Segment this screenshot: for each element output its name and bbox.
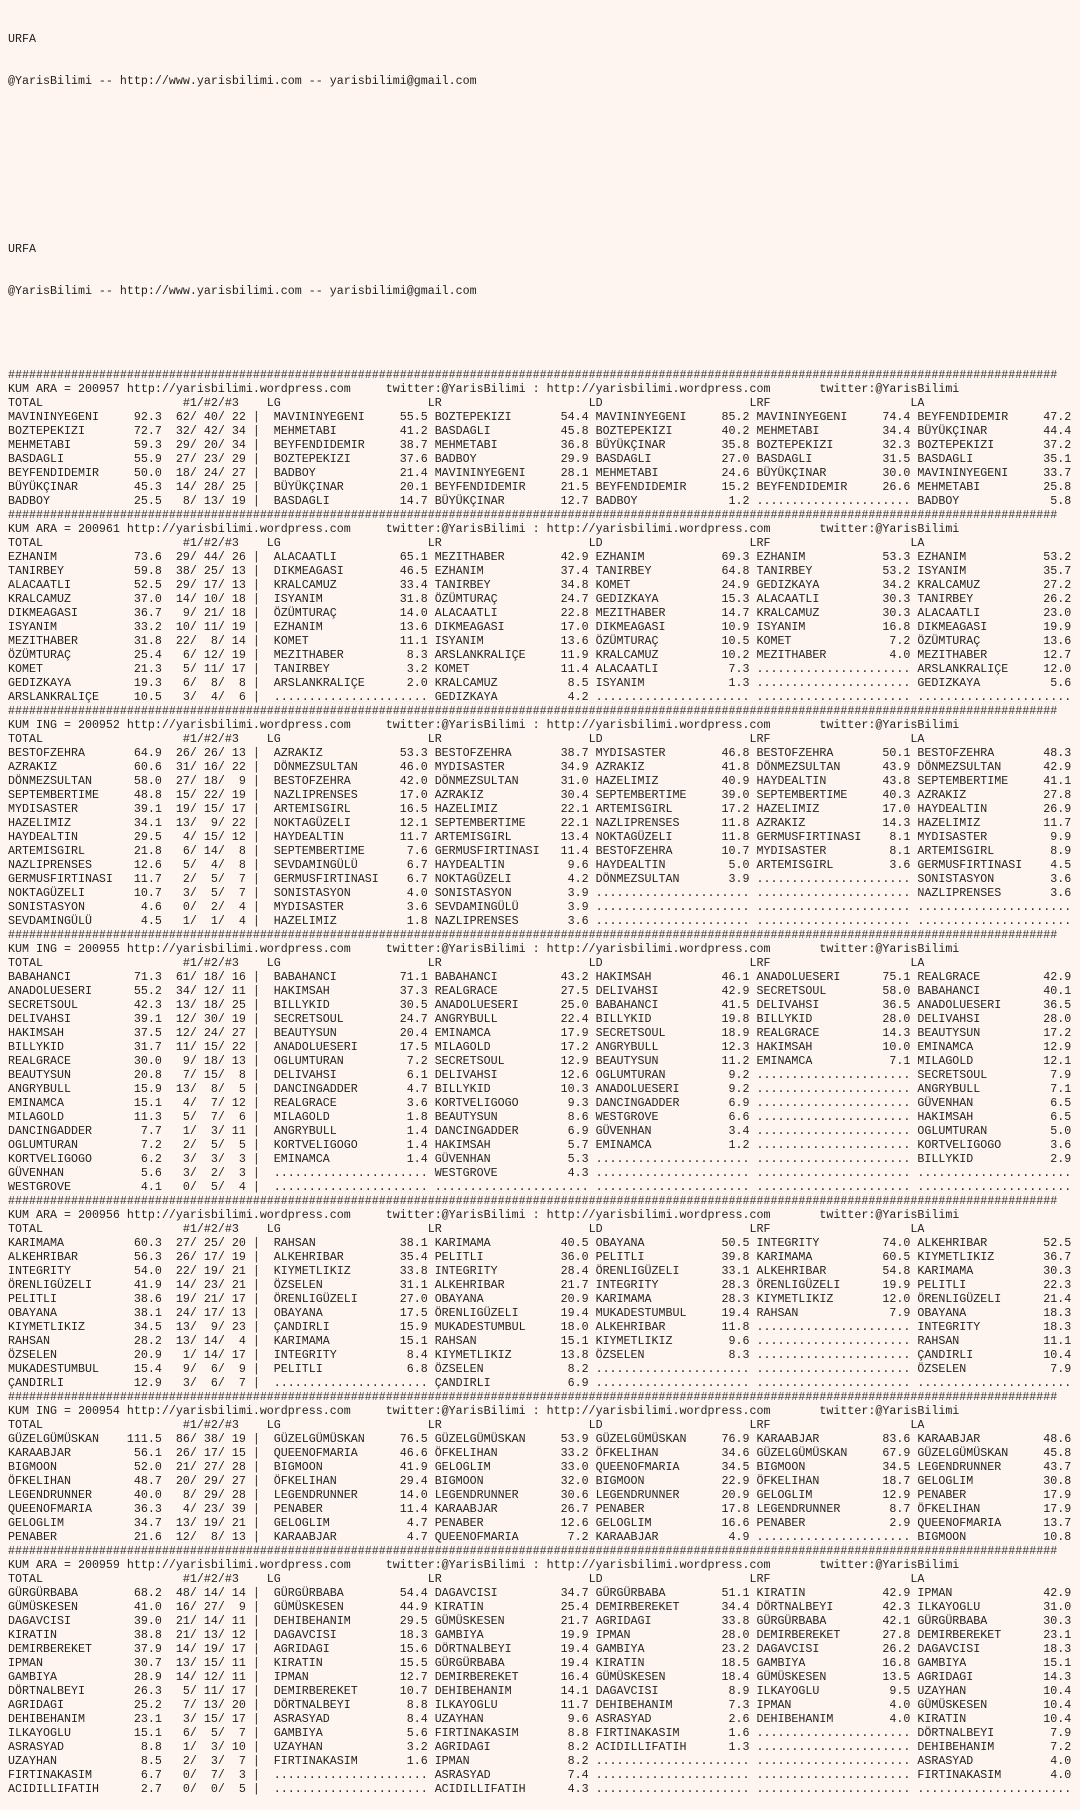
table-row: ANADOLUESERI 55.2 34/ 12/ 11 | HAKIMSAH 37.3 REALGRACE 27.5 DELIVAHSI 42.9 SECRETSOUL 58.0 BABAHANCI 40.1 (8, 984, 1072, 998)
table-row: ISYANIM 33.2 10/ 11/ 19 | EZHANIM 13.6 DIKMEAGASI 17.0 DIKMEAGASI 10.9 ISYANIM 16.8 DIKMEAGASI 19.9 (8, 620, 1072, 634)
table-row: BILLYKID 31.7 11/ 15/ 22 | ANADOLUESERI 17.5 MILAGOLD 17.2 ANGRYBULL 12.3 HAKIMSAH 10.0 EMINAMCA 12.9 (8, 1040, 1072, 1054)
header-contact: @YarisBilimi -- http://www.yarisbilimi.com -- yarisbilimi@gmail.com (8, 74, 477, 88)
table-row: HAYDEALTIN 29.5 4/ 15/ 12 | HAYDEALTIN 11.7 ARTEMISGIRL 13.4 NOKTAGÜZELI 11.8 GERMUSFIRTINASI 8.1 MYDISASTER 9.9 (8, 830, 1072, 844)
race-sections (8, 368, 1080, 1796)
blank-line (8, 200, 1080, 214)
table-row: DEMIRBEREKET 37.9 14/ 19/ 17 | AGRIDAGI 15.6 DÖRTNALBEYI 19.4 GAMBIYA 23.2 DAGAVCISI 26.2 DAGAVCISI 18.3 (8, 1642, 1072, 1656)
column-headers: TOTAL #1/#2/#3 LG LR LD LRF LA (8, 536, 925, 550)
table-row: ALKEHRIBAR 56.3 26/ 17/ 19 | ALKEHRIBAR 35.4 PELITLI 36.0 PELITLI 39.8 KARIMAMA 60.5 KIYMETLIKIZ 36.7 (8, 1250, 1072, 1264)
table-row: GAMBIYA 28.9 14/ 12/ 11 | IPMAN 12.7 DEMIRBEREKET 16.4 GÜMÜSKESEN 18.4 GÜMÜSKESEN 13.5 AGRIDAGI 14.3 (8, 1670, 1072, 1684)
table-row: EZHANIM 73.6 29/ 44/ 26 | ALACAATLI 65.1 MEZITHABER 42.9 EZHANIM 69.3 EZHANIM 53.3 EZHANIM 53.2 (8, 550, 1072, 564)
table-row: EMINAMCA 15.1 4/ 7/ 12 | REALGRACE 3.6 KORTVELIGOGO 9.3 DANCINGADDER 6.9 ...................... GÜVENHAN 6.5 (8, 1096, 1072, 1110)
table-row: DELIVAHSI 39.1 12/ 30/ 19 | SECRETSOUL 24.7 ANGRYBULL 22.4 BILLYKID 19.8 BILLYKID 28.0 DELIVAHSI 28.0 (8, 1012, 1072, 1026)
section-title: KUM ING = 200952 http://yarisbilimi.wordpress.com twitter:@YarisBilimi : http://yarisbilimi.wordpress.com twitter:@YarisBilimi (8, 718, 960, 732)
column-headers: TOTAL #1/#2/#3 LG LR LD LRF LA (8, 1572, 925, 1586)
table-row: ASRASYAD 8.8 1/ 3/ 10 | UZAYHAN 3.2 AGRIDAGI 8.2 ACIDILLIFATIH 1.3 ...................... DEHIBEHANIM 7.2 (8, 1740, 1072, 1754)
table-row: DEHIBEHANIM 23.1 3/ 15/ 17 | ASRASYAD 8.4 UZAYHAN 9.6 ASRASYAD 2.6 DEHIBEHANIM 4.0 KIRATIN 10.4 (8, 1712, 1072, 1726)
section-title: KUM ARA = 200957 http://yarisbilimi.wordpress.com twitter:@YarisBilimi : http://yarisbilimi.wordpress.com twitter:@YarisBilimi (8, 382, 960, 396)
table-row: FIRTINAKASIM 6.7 0/ 7/ 3 | ...................... ASRASYAD 7.4 ...................... ...................... FIRTINAKASIM 4.0 (8, 1768, 1072, 1782)
table-row: ÇANDIRLI 12.9 3/ 6/ 7 | ...................... ÇANDIRLI 6.9 ...................... ...................... ...................... (8, 1376, 1072, 1390)
table-row: OBAYANA 38.1 24/ 17/ 13 | OBAYANA 17.5 ÖRENLIGÜZELI 19.4 MUKADESTUMBUL 19.4 RAHSAN 7.9 OBAYANA 18.3 (8, 1306, 1072, 1320)
table-row: IPMAN 30.7 13/ 15/ 11 | KIRATIN 15.5 GÜRGÜRBABA 19.4 KIRATIN 18.5 GAMBIYA 16.8 GAMBIYA 15.1 (8, 1656, 1072, 1670)
header-contact: @YarisBilimi -- http://www.yarisbilimi.com -- yarisbilimi@gmail.com (8, 284, 477, 298)
table-row: DANCINGADDER 7.7 1/ 3/ 11 | ANGRYBULL 1.4 DANCINGADDER 6.9 GÜVENHAN 3.4 ...................... OGLUMTURAN 5.0 (8, 1124, 1072, 1138)
section-title: KUM ARA = 200956 http://yarisbilimi.wordpress.com twitter:@YarisBilimi : http://yarisbilimi.wordpress.com twitter:@YarisBilimi (8, 1208, 960, 1222)
table-row: GÜRGÜRBABA 68.2 48/ 14/ 14 | GÜRGÜRBABA 54.4 DAGAVCISI 34.7 GÜRGÜRBABA 51.1 KIRATIN 42.9 IPMAN 42.9 (8, 1586, 1072, 1600)
table-row: BEYFENDIDEMIR 50.0 18/ 24/ 27 | BADBOY 21.4 MAVININYEGENI 28.1 MEHMETABI 24.6 BÜYÜKÇINAR 30.0 MAVININYEGENI 33.7 (8, 466, 1072, 480)
table-row: RAHSAN 28.2 13/ 14/ 4 | KARIMAMA 15.1 RAHSAN 15.1 KIYMETLIKIZ 9.6 ...................... RAHSAN 11.1 (8, 1334, 1072, 1348)
table-row: KRALCAMUZ 37.0 14/ 10/ 18 | ISYANIM 31.8 ÖZÜMTURAÇ 24.7 GEDIZKAYA 15.3 ALACAATLI 30.3 TANIRBEY 26.2 (8, 592, 1072, 606)
table-row: GÜMÜSKESEN 41.0 16/ 27/ 9 | GÜMÜSKESEN 44.9 KIRATIN 25.4 DEMIRBEREKET 34.4 DÖRTNALBEYI 42.3 ILKAYOGLU 31.0 (8, 1600, 1072, 1614)
table-row: SEPTEMBERTIME 48.8 15/ 22/ 19 | NAZLIPRENSES 17.0 AZRAKIZ 30.4 SEPTEMBERTIME 39.0 SEPTEMBERTIME 40.3 AZRAKIZ 27.8 (8, 788, 1072, 802)
table-row: WESTGROVE 4.1 0/ 5/ 4 | ...................... ...................... ...................... ...................... ...................... (8, 1180, 1072, 1194)
table-row: DÖNMEZSULTAN 58.0 27/ 18/ 9 | BESTOFZEHRA 42.0 DÖNMEZSULTAN 31.0 HAZELIMIZ 40.9 HAYDEALTIN 43.8 SEPTEMBERTIME 41.1 (8, 774, 1072, 788)
table-row: MILAGOLD 11.3 5/ 7/ 6 | MILAGOLD 1.8 BEAUTYSUN 8.6 WESTGROVE 6.6 ...................... HAKIMSAH 6.5 (8, 1110, 1072, 1124)
table-row: QUEENOFMARIA 36.3 4/ 23/ 39 | PENABER 11.4 KARAABJAR 26.7 PENABER 17.8 LEGENDRUNNER 8.7 ÖFKELIHAN 17.9 (8, 1502, 1072, 1516)
table-row: BEAUTYSUN 20.8 7/ 15/ 8 | DELIVAHSI 6.1 DELIVAHSI 12.6 OGLUMTURAN 9.2 ...................... SECRETSOUL 7.9 (8, 1068, 1072, 1082)
table-row: ÖRENLIGÜZELI 41.9 14/ 23/ 21 | ÖZSELEN 31.1 ALKEHRIBAR 21.7 INTEGRITY 28.3 ÖRENLIGÜZELI 19.9 PELITLI 22.3 (8, 1278, 1072, 1292)
table-row: OGLUMTURAN 7.2 2/ 5/ 5 | KORTVELIGOGO 1.4 HAKIMSAH 5.7 EMINAMCA 1.2 ...................... KORTVELIGOGO 3.6 (8, 1138, 1072, 1152)
table-row: DÖRTNALBEYI 26.3 5/ 11/ 17 | DEMIRBEREKET 10.7 DEHIBEHANIM 14.1 DAGAVCISI 8.9 ILKAYOGLU 9.5 UZAYHAN 10.4 (8, 1684, 1072, 1698)
table-row: ÖFKELIHAN 48.7 20/ 29/ 27 | ÖFKELIHAN 29.4 BIGMOON 32.0 BIGMOON 22.9 ÖFKELIHAN 18.7 GELOGLIM 30.8 (8, 1474, 1072, 1488)
section-separator: ###################################################################################################################################################### (8, 704, 1058, 718)
table-row: GÜVENHAN 5.6 3/ 2/ 3 | ...................... WESTGROVE 4.3 ...................... ...................... ...................... (8, 1166, 1072, 1180)
table-row: ÖZÜMTURAÇ 25.4 6/ 12/ 19 | MEZITHABER 8.3 ARSLANKRALIÇE 11.9 KRALCAMUZ 10.2 MEZITHABER 4.0 MEZITHABER 12.7 (8, 648, 1072, 662)
section-title: KUM ING = 200955 http://yarisbilimi.wordpress.com twitter:@YarisBilimi : http://yarisbilimi.wordpress.com twitter:@YarisBilimi (8, 942, 960, 956)
table-row: NAZLIPRENSES 12.6 5/ 4/ 8 | SEVDAMINGÜLÜ 6.7 HAYDEALTIN 9.6 HAYDEALTIN 5.0 ARTEMISGIRL 3.6 GERMUSFIRTINASI 4.5 (8, 858, 1072, 872)
section-separator: ###################################################################################################################################################### (8, 928, 1058, 942)
column-headers: TOTAL #1/#2/#3 LG LR LD LRF LA (8, 396, 925, 410)
column-headers: TOTAL #1/#2/#3 LG LR LD LRF LA (8, 732, 925, 746)
column-headers: TOTAL #1/#2/#3 LG LR LD LRF LA (8, 956, 925, 970)
table-row: DIKMEAGASI 36.7 9/ 21/ 18 | ÖZÜMTURAÇ 14.0 ALACAATLI 22.8 MEZITHABER 14.7 KRALCAMUZ 30.3 ALACAATLI 23.0 (8, 606, 1072, 620)
table-row: SEVDAMINGÜLÜ 4.5 1/ 1/ 4 | HAZELIMIZ 1.8 NAZLIPRENSES 3.6 ...................... ...................... ...................... (8, 914, 1072, 928)
table-row: ACIDILLIFATIH 2.7 0/ 0/ 5 | ...................... ACIDILLIFATIH 4.3 ...................... ...................... ...................... (8, 1782, 1072, 1796)
table-row: TANIRBEY 59.8 38/ 25/ 13 | DIKMEAGASI 46.5 EZHANIM 37.4 TANIRBEY 64.8 TANIRBEY 53.2 ISYANIM 35.7 (8, 564, 1072, 578)
column-headers: TOTAL #1/#2/#3 LG LR LD LRF LA (8, 1418, 925, 1432)
table-row: GERMUSFIRTINASI 11.7 2/ 5/ 7 | GERMUSFIRTINASI 6.7 NOKTAGÜZELI 4.2 DÖNMEZSULTAN 3.9 ...................... SONISTASYON 3.6 (8, 872, 1072, 886)
section-separator: ###################################################################################################################################################### (8, 1544, 1058, 1558)
table-row: PELITLI 38.6 19/ 21/ 17 | ÖRENLIGÜZELI 27.0 OBAYANA 20.9 KARIMAMA 28.3 KIYMETLIKIZ 12.0 ÖRENLIGÜZELI 21.4 (8, 1292, 1072, 1306)
table-row: BASDAGLI 55.9 27/ 23/ 29 | BOZTEPEKIZI 37.6 BADBOY 29.9 BASDAGLI 27.0 BASDAGLI 31.5 BASDAGLI 35.1 (8, 452, 1072, 466)
table-row: MUKADESTUMBUL 15.4 9/ 6/ 9 | PELITLI 6.8 ÖZSELEN 8.2 ...................... ...................... ÖZSELEN 7.9 (8, 1362, 1072, 1376)
section-title: KUM ARA = 200959 http://yarisbilimi.wordpress.com twitter:@YarisBilimi : http://yarisbilimi.wordpress.com twitter:@YarisBilimi (8, 1558, 960, 1572)
table-row: HAZELIMIZ 34.1 13/ 9/ 22 | NOKTAGÜZELI 12.1 SEPTEMBERTIME 22.1 NAZLIPRENSES 11.8 AZRAKIZ 14.3 HAZELIMIZ 11.7 (8, 816, 1072, 830)
table-row: GEDIZKAYA 19.3 6/ 8/ 8 | ARSLANKRALIÇE 2.0 KRALCAMUZ 8.5 ISYANIM 1.3 ...................... GEDIZKAYA 5.6 (8, 676, 1072, 690)
table-row: KIRATIN 38.8 21/ 13/ 12 | DAGAVCISI 18.3 GAMBIYA 19.9 IPMAN 28.0 DEMIRBEREKET 27.8 DEMIRBEREKET 23.1 (8, 1628, 1072, 1642)
table-row: REALGRACE 30.0 9/ 18/ 13 | OGLUMTURAN 7.2 SECRETSOUL 12.9 BEAUTYSUN 11.2 EMINAMCA 7.1 MILAGOLD 12.1 (8, 1054, 1072, 1068)
table-row: KIYMETLIKIZ 34.5 13/ 9/ 23 | ÇANDIRLI 15.9 MUKADESTUMBUL 18.0 ALKEHRIBAR 11.8 ...................... INTEGRITY 18.3 (8, 1320, 1072, 1334)
table-row: LEGENDRUNNER 40.0 8/ 29/ 28 | LEGENDRUNNER 14.0 LEGENDRUNNER 30.6 LEGENDRUNNER 20.9 GELOGLIM 12.9 PENABER 17.9 (8, 1488, 1072, 1502)
table-row: AZRAKIZ 60.6 31/ 16/ 22 | DÖNMEZSULTAN 46.0 MYDISASTER 34.9 AZRAKIZ 41.8 DÖNMEZSULTAN 43.9 DÖNMEZSULTAN 42.9 (8, 760, 1072, 774)
column-headers: TOTAL #1/#2/#3 LG LR LD LRF LA (8, 1222, 925, 1236)
header-title: URFA (8, 32, 36, 46)
table-row: ARTEMISGIRL 21.8 6/ 14/ 8 | SEPTEMBERTIME 7.6 GERMUSFIRTINASI 11.4 BESTOFZEHRA 10.7 MYDISASTER 8.1 ARTEMISGIRL 8.9 (8, 844, 1072, 858)
table-row: KORTVELIGOGO 6.2 3/ 3/ 3 | EMINAMCA 1.4 GÜVENHAN 5.3 ...................... ...................... BILLYKID 2.9 (8, 1152, 1072, 1166)
table-row: ALACAATLI 52.5 29/ 17/ 13 | KRALCAMUZ 33.4 TANIRBEY 34.8 KOMET 24.9 GEDIZKAYA 34.2 KRALCAMUZ 27.2 (8, 578, 1072, 592)
section-separator: ###################################################################################################################################################### (8, 368, 1058, 382)
header-title: URFA (8, 242, 36, 256)
table-row: ARSLANKRALIÇE 10.5 3/ 4/ 6 | ...................... GEDIZKAYA 4.2 ...................... ...................... ...................... (8, 690, 1072, 704)
table-row: HAKIMSAH 37.5 12/ 24/ 27 | BEAUTYSUN 20.4 EMINAMCA 17.9 SECRETSOUL 18.9 REALGRACE 14.3 BEAUTYSUN 17.2 (8, 1026, 1072, 1040)
table-row: KARIMAMA 60.3 27/ 25/ 20 | RAHSAN 38.1 KARIMAMA 40.5 OBAYANA 50.5 INTEGRITY 74.0 ALKEHRIBAR 52.5 (8, 1236, 1072, 1250)
table-row: BOZTEPEKIZI 72.7 32/ 42/ 34 | MEHMETABI 41.2 BASDAGLI 45.8 BOZTEPEKIZI 40.2 MEHMETABI 34.4 BÜYÜKÇINAR 44.4 (8, 424, 1072, 438)
table-row: GELOGLIM 34.7 13/ 19/ 21 | GELOGLIM 4.7 PENABER 12.6 GELOGLIM 16.6 PENABER 2.9 QUEENOFMARIA 13.7 (8, 1516, 1072, 1530)
table-row: MEHMETABI 59.3 29/ 20/ 34 | BEYFENDIDEMIR 38.7 MEHMETABI 36.8 BÜYÜKÇINAR 35.8 BOZTEPEKIZI 32.3 BOZTEPEKIZI 37.2 (8, 438, 1072, 452)
table-row: BESTOFZEHRA 64.9 26/ 26/ 13 | AZRAKIZ 53.3 BESTOFZEHRA 38.7 MYDISASTER 46.8 BESTOFZEHRA 50.1 BESTOFZEHRA 48.3 (8, 746, 1072, 760)
table-row: SECRETSOUL 42.3 13/ 18/ 25 | BILLYKID 30.5 ANADOLUESERI 25.0 BABAHANCI 41.5 DELIVAHSI 36.5 ANADOLUESERI 36.5 (8, 998, 1072, 1012)
table-row: SONISTASYON 4.6 0/ 2/ 4 | MYDISASTER 3.6 SEVDAMINGÜLÜ 3.9 ...................... ...................... ...................... (8, 900, 1072, 914)
section-title: KUM ARA = 200961 http://yarisbilimi.wordpress.com twitter:@YarisBilimi : http://yarisbilimi.wordpress.com twitter:@YarisBilimi (8, 522, 960, 536)
table-row: UZAYHAN 8.5 2/ 3/ 7 | FIRTINAKASIM 1.6 IPMAN 8.2 ...................... ...................... ASRASYAD 4.0 (8, 1754, 1072, 1768)
blank-line (8, 158, 1080, 172)
table-row: AGRIDAGI 25.2 7/ 13/ 20 | DÖRTNALBEYI 8.8 ILKAYOGLU 11.7 DEHIBEHANIM 7.3 IPMAN 4.0 GÜMÜSKESEN 10.4 (8, 1698, 1072, 1712)
table-row: ÖZSELEN 20.9 1/ 14/ 17 | INTEGRITY 8.4 KIYMETLIKIZ 13.8 ÖZSELEN 8.3 ...................... ÇANDIRLI 10.4 (8, 1348, 1072, 1362)
table-row: MEZITHABER 31.8 22/ 8/ 14 | KOMET 11.1 ISYANIM 13.6 ÖZÜMTURAÇ 10.5 KOMET 7.2 ÖZÜMTURAÇ 13.6 (8, 634, 1072, 648)
table-row: BABAHANCI 71.3 61/ 18/ 16 | BABAHANCI 71.1 BABAHANCI 43.2 HAKIMSAH 46.1 ANADOLUESERI 75.1 REALGRACE 42.9 (8, 970, 1072, 984)
blank-line (8, 116, 1080, 130)
table-row: BÜYÜKÇINAR 45.3 14/ 28/ 25 | BÜYÜKÇINAR 20.1 BEYFENDIDEMIR 21.5 BEYFENDIDEMIR 15.2 BEYFENDIDEMIR 26.6 MEHMETABI 25.8 (8, 480, 1072, 494)
table-row: DAGAVCISI 39.0 21/ 14/ 11 | DEHIBEHANIM 29.5 GÜMÜSKESEN 21.7 AGRIDAGI 33.8 GÜRGÜRBABA 42.1 GÜRGÜRBABA 30.3 (8, 1614, 1072, 1628)
table-row: PENABER 21.6 12/ 8/ 13 | KARAABJAR 4.7 QUEENOFMARIA 7.2 KARAABJAR 4.9 ...................... BIGMOON 10.8 (8, 1530, 1072, 1544)
table-row: GÜZELGÜMÜSKAN 111.5 86/ 38/ 19 | GÜZELGÜMÜSKAN 76.5 GÜZELGÜMÜSKAN 53.9 GÜZELGÜMÜSKAN 76.9 KARAABJAR 83.6 KARAABJAR 48.6 (8, 1432, 1072, 1446)
section-separator: ###################################################################################################################################################### (8, 1194, 1058, 1208)
table-row: ANGRYBULL 15.9 13/ 8/ 5 | DANCINGADDER 4.7 BILLYKID 10.3 ANADOLUESERI 9.2 ...................... ANGRYBULL 7.1 (8, 1082, 1072, 1096)
blank-line (8, 326, 1080, 340)
table-row: KARAABJAR 56.1 26/ 17/ 15 | QUEENOFMARIA 46.6 ÖFKELIHAN 33.2 ÖFKELIHAN 34.6 GÜZELGÜMÜSKAN 67.9 GÜZELGÜMÜSKAN 45.8 (8, 1446, 1072, 1460)
section-title: KUM ING = 200954 http://yarisbilimi.wordpress.com twitter:@YarisBilimi : http://yarisbilimi.wordpress.com twitter:@YarisBilimi (8, 1404, 960, 1418)
table-row: BIGMOON 52.0 21/ 27/ 28 | BIGMOON 41.9 GELOGLIM 33.0 QUEENOFMARIA 34.5 BIGMOON 34.5 LEGENDRUNNER 43.7 (8, 1460, 1072, 1474)
table-row: NOKTAGÜZELI 10.7 3/ 5/ 7 | SONISTASYON 4.0 SONISTASYON 3.9 ...................... ...................... NAZLIPRENSES 3.6 (8, 886, 1072, 900)
table-row: BADBOY 25.5 8/ 13/ 19 | BASDAGLI 14.7 BÜYÜKÇINAR 12.7 BADBOY 1.2 ...................... BADBOY 5.8 (8, 494, 1072, 508)
section-separator: ###################################################################################################################################################### (8, 508, 1058, 522)
table-row: KOMET 21.3 5/ 11/ 17 | TANIRBEY 3.2 KOMET 11.4 ALACAATLI 7.3 ...................... ARSLANKRALIÇE 12.0 (8, 662, 1072, 676)
table-row: MAVININYEGENI 92.3 62/ 40/ 22 | MAVININYEGENI 55.5 BOZTEPEKIZI 54.4 MAVININYEGENI 85.2 MAVININYEGENI 74.4 BEYFENDIDEMIR 47.2 (8, 410, 1072, 424)
table-row: MYDISASTER 39.1 19/ 15/ 17 | ARTEMISGIRL 16.5 HAZELIMIZ 22.1 ARTEMISGIRL 17.2 HAZELIMIZ 17.0 HAYDEALTIN 26.9 (8, 802, 1072, 816)
table-row: INTEGRITY 54.0 22/ 19/ 21 | KIYMETLIKIZ 33.8 INTEGRITY 28.4 ÖRENLIGÜZELI 33.1 ALKEHRIBAR 54.8 KARIMAMA 30.3 (8, 1264, 1072, 1278)
section-separator: ###################################################################################################################################################### (8, 1390, 1058, 1404)
table-row: ILKAYOGLU 15.1 6/ 5/ 7 | GAMBIYA 5.6 FIRTINAKASIM 8.8 FIRTINAKASIM 1.6 ...................... DÖRTNALBEYI 7.9 (8, 1726, 1072, 1740)
